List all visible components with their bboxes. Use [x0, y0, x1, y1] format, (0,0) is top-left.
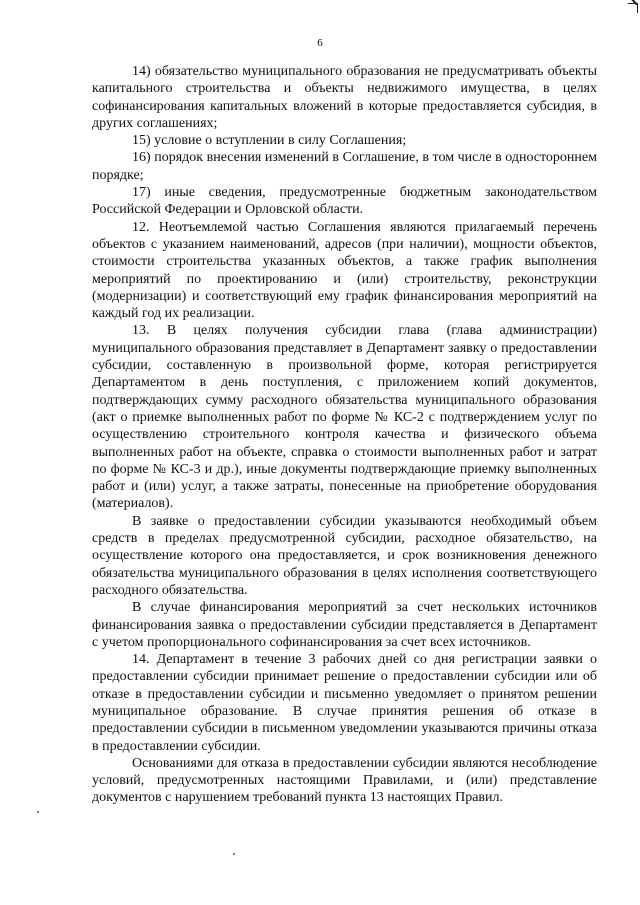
- scan-speck: [233, 853, 235, 855]
- paragraph-clause-13: 13. В целях получения субсидии глава (глава администрации) муниципального образования представляет в Департамент заявку о предоставлении субсидии, составленную в произвольной форме, которая регистрируется Департаментом в день поступления, с приложением копий документов, подтверждающих сумму расходного обязательства муниципального образования (акт о приемке выполненных работ по форме № КС-2 с подтверждением услуг по осуществлению строительного контроля качества и физического объема выполненных работ на объекте, справка о стоимости выполненных работ и затрат по форме № КС-3 и др.), иные документы подтверждающие приемку выполненных работ и (или) услуг, а также затраты, понесенные на приобретение оборудования (материалов).: [92, 323, 597, 512]
- page-number: 6: [317, 37, 323, 49]
- document-body: [92, 63, 597, 807]
- scan-speck: [37, 811, 39, 813]
- paragraph-multiple-sources: В случае финансирования мероприятий за счет нескольких источников финансирования заявка о предоставлении субсидии представляется в Департамент с учетом пропорционального софинансирования за счет всех источников.: [92, 600, 597, 650]
- paragraph-clause-12: 12. Неотъемлемой частью Соглашения являются прилагаемый перечень объектов с указанием наименований, адресов (при наличии), мощности объектов, стоимости строительства указанных объектов, а также график выполнения мероприятий по проектированию и (или) строительству, реконструкции (модернизации) и соответствующий ему график финансирования мероприятий на каждый год их реализации.: [92, 219, 597, 322]
- paragraph-refusal-grounds: Основаниями для отказа в предоставлении субсидии являются несоблюдение условий, предусмотренных настоящими Правилами, и (или) представление документов с нарушением требований пункта 13 настоящих Правил.: [92, 755, 597, 806]
- corner-fold-mark: [628, 3, 638, 13]
- paragraph-item-14: 14) обязательство муниципального образования не предусматривать объекты капитального строительства и объекты недвижимого имущества, в целях софинансирования капитальных вложений в которые предоставляется субсидия, в других соглашениях;: [92, 64, 597, 131]
- paragraph-item-16: 16) порядок внесения изменений в Соглашение, в том числе в одностороннем порядке;: [92, 150, 597, 183]
- paragraph-item-17: 17) иные сведения, предусмотренные бюджетным законодательством Российской Федерации и Орловской области.: [92, 185, 597, 218]
- paragraph-application-contents: В заявке о предоставлении субсидии указываются необходимый объем средств в пределах предусмотренной субсидии, расходное обязательство, на осуществление которого она предоставляется, и срок возникновения денежного обязательства муниципального образования в целях исполнения соответствующего расходного обязательства.: [92, 513, 597, 598]
- paragraph-clause-14: 14. Департамент в течение 3 рабочих дней со дня регистрации заявки о предоставлении субсидии принимает решение о предоставлении субсидии или об отказе в предоставлении субсидии и письменно уведомляет о принятом решении муниципальное образование. В случае принятия решения об отказе в предоставлении субсидии в письменном уведомлении указываются причины отказа в предоставлении субсидии.: [92, 652, 597, 754]
- paragraph-item-15: 15) условие о вступлении в силу Соглашения;: [132, 133, 407, 149]
